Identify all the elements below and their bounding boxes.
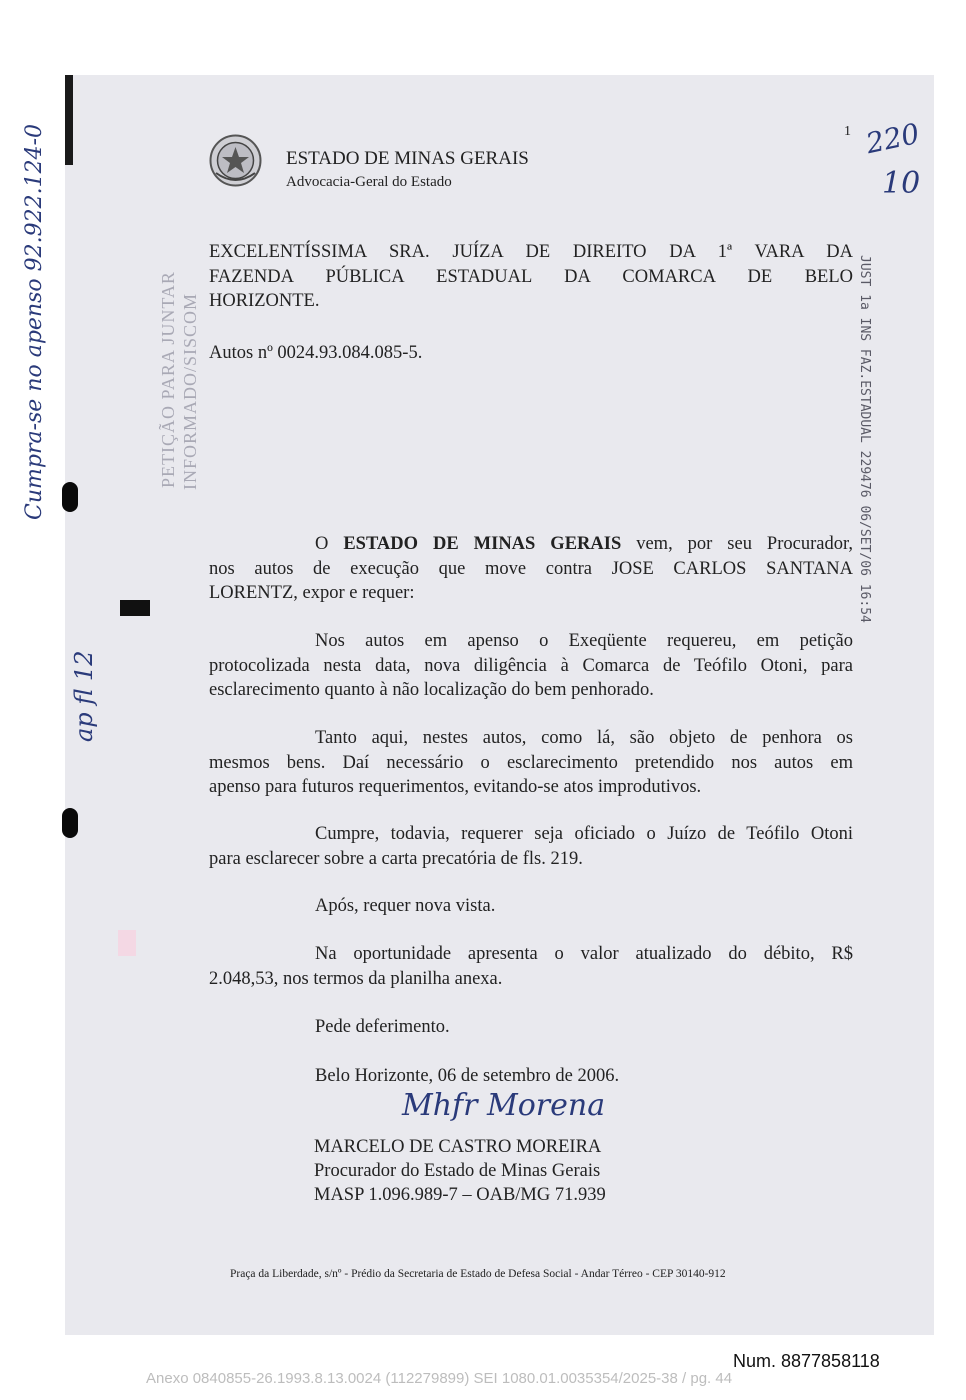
paragraph-line: O ESTADO DE MINAS GERAIS vem, por seu Procurador, (315, 534, 853, 554)
paragraph-5: Após, requer nova vista. (315, 896, 496, 916)
paragraph-3 (209, 726, 853, 800)
place-and-date: Belo Horizonte, 06 de setembro de 2006. (315, 1066, 620, 1086)
state-coat-of-arms-icon (208, 133, 263, 188)
protocol-stamp: JUST 1a INS FAZ.ESTADUAL 229476 06/SET/06 16:54 (857, 255, 872, 623)
handwritten-signature: Mhfr Morena (402, 1088, 606, 1123)
document-num: Num. 8877858118 (733, 1351, 880, 1371)
paragraph-line: LORENTZ, expor e requer: (209, 583, 415, 603)
handwritten-margin-note: Cumpra-se no apenso 92.922.124-0 (22, 123, 47, 520)
stamp-juntar: PETIÇÃO PARA JUNTAR (158, 271, 178, 488)
handwritten-initials: 10 (882, 166, 921, 201)
signer-ids: MASP 1.096.989-7 – OAB/MG 71.939 (314, 1185, 606, 1205)
addressee-line: EXCELENTÍSSIMA SRA. JUÍZA DE DIREITO DA 1ª VARA DA (209, 242, 853, 262)
paragraph-line: mesmos bens. Daí necessário o esclarecimento pretendido nos autos em (209, 752, 853, 773)
paragraph-line: para esclarecer sobre a carta precatória de fls. 219. (209, 848, 583, 869)
handwritten-fls-note: ap fl 12 (70, 650, 98, 742)
paragraph-line: Tanto aqui, nestes autos, como lá, são objeto de penhora os (315, 728, 853, 748)
paragraph-line: esclarecimento quanto à não localização do bem penhorado. (209, 680, 654, 700)
paragraph-2 (209, 629, 853, 703)
paragraph-line: Cumpre, todavia, requerer seja oficiado o Juízo de Teófilo Otoni (315, 824, 853, 844)
paragraph-4 (209, 822, 853, 871)
paragraph-line: apenso para futuros requerimentos, evitando-se atos improdutivos. (209, 777, 702, 797)
org-name: ESTADO DE MINAS GERAIS (286, 148, 529, 169)
paragraph-intro (209, 532, 853, 606)
footer-address: Praça da Liberdade, s/nº - Prédio da Secretaria de Estado de Defesa Social - Andar Térreo - CEP 30140-912 (230, 1268, 726, 1280)
scan-edge-shadow (65, 75, 73, 165)
paragraph-line: Nos autos em apenso o Exeqüente requereu, em petição (315, 631, 853, 651)
paragraph-line: protocolizada nesta data, nova diligência à Comarca de Teófilo Otoni, para (209, 655, 853, 676)
scan-mark (118, 930, 136, 956)
footer-reference: Anexo 0840855-26.1993.8.13.0024 (112279899) SEI 1080.01.0035354/2025-38 / pg. 44 (146, 1370, 733, 1387)
org-subtitle: Advocacia-Geral do Estado (286, 174, 452, 190)
signer-name: MARCELO DE CASTRO MOREIRA (314, 1137, 602, 1157)
paragraph-line: nos autos de execução que move contra JOSE CARLOS SANTANA (209, 558, 853, 579)
paragraph-6 (209, 942, 853, 991)
stamp-siscom: INFORMADO/SISCOM (180, 292, 200, 490)
state-name-bold: ESTADO DE MINAS GERAIS (343, 534, 622, 554)
addressee (209, 240, 853, 314)
hole-punch-mark (62, 482, 78, 512)
closing-request: Pede deferimento. (315, 1017, 450, 1037)
scan-mark (120, 600, 150, 616)
case-number: Autos nº 0024.93.084.085-5. (209, 343, 423, 363)
handwritten-folio-number: 220 (863, 116, 923, 161)
page-number: 1 (844, 124, 851, 139)
signer-role: Procurador do Estado de Minas Gerais (314, 1161, 601, 1181)
signature-block (314, 1135, 606, 1207)
addressee-line: HORIZONTE. (209, 291, 320, 311)
addressee-line: FAZENDA PÚBLICA ESTADUAL DA COMARCA DE BELO (209, 266, 853, 287)
paragraph-line: Na oportunidade apresenta o valor atualizado do débito, R$ (315, 944, 853, 964)
hole-punch-mark (62, 808, 78, 838)
paragraph-line: 2.048,53, nos termos da planilha anexa. (209, 968, 503, 989)
